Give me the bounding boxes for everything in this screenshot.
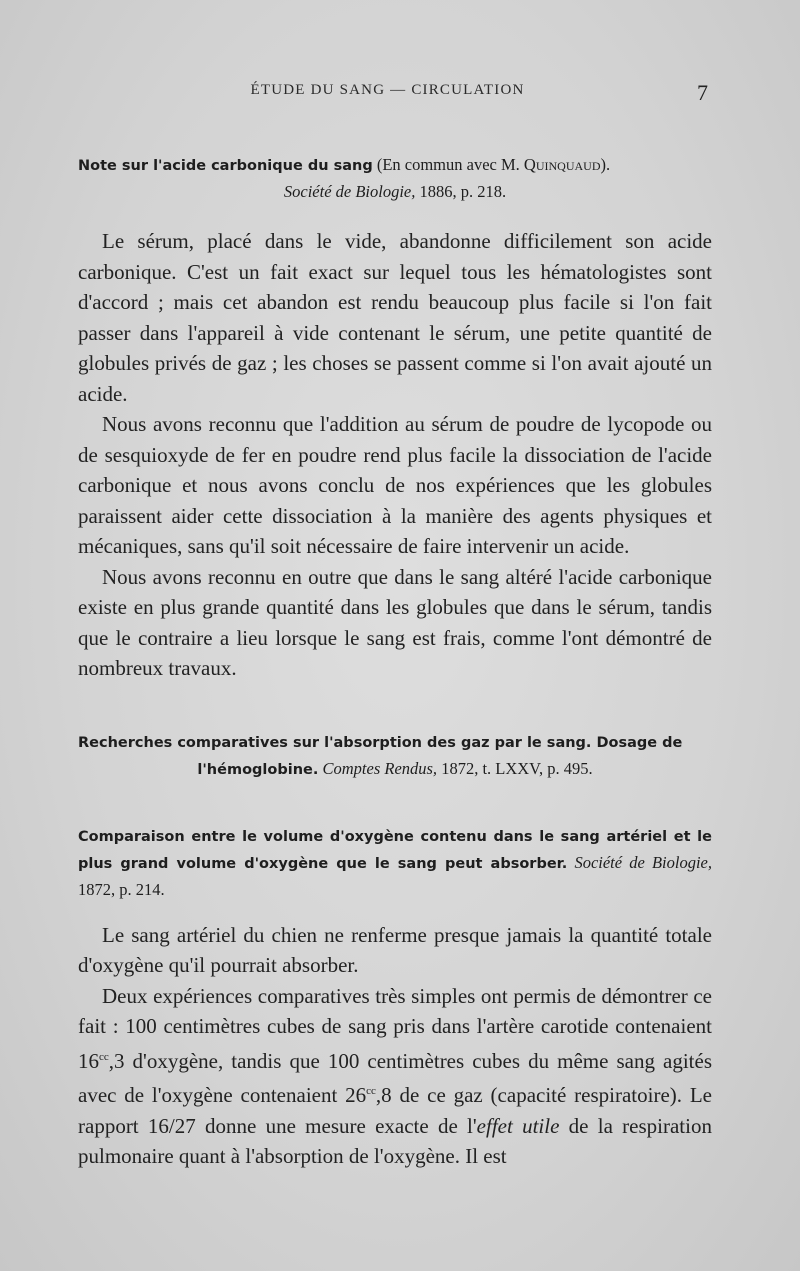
p2-part2: ,3 d'oxygène, tandis que 100 centimètres cubes du même sang agités avec de l'oxygène contenaient 26 (78, 1048, 712, 1107)
unit-cc-1: cc (99, 1050, 109, 1063)
entry-3-journal: Société de Biologie, (574, 852, 713, 872)
entry-2-journal: Comptes Rendus, (322, 758, 438, 778)
entry-3-paragraph-2 (78, 981, 712, 1172)
p2-italic: effet utile (476, 1113, 560, 1138)
entry-2-title-line2: l'hémoglobine. (197, 761, 319, 778)
entry-2-citation-rest: 1872, t. LXXV, p. 495. (437, 758, 593, 778)
entry-1-title-rest: (En commun avec M. (372, 155, 524, 174)
entry-1-title: Note sur l'acide carbonique du sang (78, 158, 373, 174)
entry-1-coauthor: Quinquaud (523, 155, 601, 174)
running-title: ÉTUDE DU SANG — CIRCULATION (250, 82, 525, 98)
page-number: 7 (697, 80, 708, 105)
entry-1-paragraph-1: Le sérum, placé dans le vide, abandonne difficilement son acide carbonique. C'est un fait exact sur lequel tous les hématologistes sont d'accord ; mais cet abandon est rendu beaucoup plus facile si l'on fait passer dans l'appareil à vide contenant le sérum, une petite quantité de globules privés de gaz ; les choses se passent comme si l'on avait ajouté un acide. (78, 229, 712, 406)
entry-3-paragraph-1: Le sang artériel du chien ne renferme presque jamais la quantité totale d'oxygène qu'il pourrait absorber. (78, 922, 712, 977)
entry-3-heading (78, 823, 712, 902)
entry-3-citation-rest: 1872, p. 214. (78, 879, 165, 899)
entry-2-title-line1: Recherches comparatives sur l'absorption des gaz par le sang. Dosage de (78, 734, 683, 751)
p2-part1: Deux expériences comparatives très simples ont permis de démontrer ce fait : 100 centimètres cubes de sang pris dans l'artère carotide contenaient 16 (78, 983, 712, 1073)
running-head (0, 80, 800, 106)
entry-1-title-close: ). (600, 155, 611, 174)
entry-1-journal: Société de Biologie, (283, 182, 416, 201)
entry-1-citation-rest: 1886, p. 218. (415, 182, 507, 201)
unit-cc-2: cc (366, 1085, 376, 1097)
p2-part4: de la respiration pulmonaire quant à l'absorption de l'oxygène. Il est (78, 1113, 712, 1168)
page-content (78, 152, 712, 1172)
p2-part3: ,8 de ce gaz (capacité respiratoire). Le rapport 16/27 donne une mesure exacte de l' (78, 1083, 712, 1138)
entry-2-line2 (78, 756, 712, 783)
entry-1-citation (78, 179, 712, 204)
entry-3-title: Comparaison entre le volume d'oxygène contenu dans le sang artériel et le plus grand volume d'oxygène que le sang peut absorber. (78, 828, 712, 872)
entry-1-paragraph-2: Nous avons reconnu que l'addition au sérum de poudre de lycopode ou de sesquioxyde de fer en poudre rend plus facile la dissociation de l'acide carbonique et nous avons conclu de nos expériences que les globules paraissent aider cette dissociation à la manière des agents physiques et mécaniques, sans qu'il soit nécessaire de faire intervenir un acide. (78, 412, 712, 558)
entry-2-heading (78, 729, 712, 783)
entry-1-paragraph-3: Nous avons reconnu en outre que dans le sang altéré l'acide carbonique existe en plus grande quantité dans les globules que dans le sérum, tandis que le contraire a lieu lorsque le sang est frais, comme l'ont démontré de nombreux travaux. (78, 564, 712, 680)
entry-1-heading (78, 152, 712, 204)
